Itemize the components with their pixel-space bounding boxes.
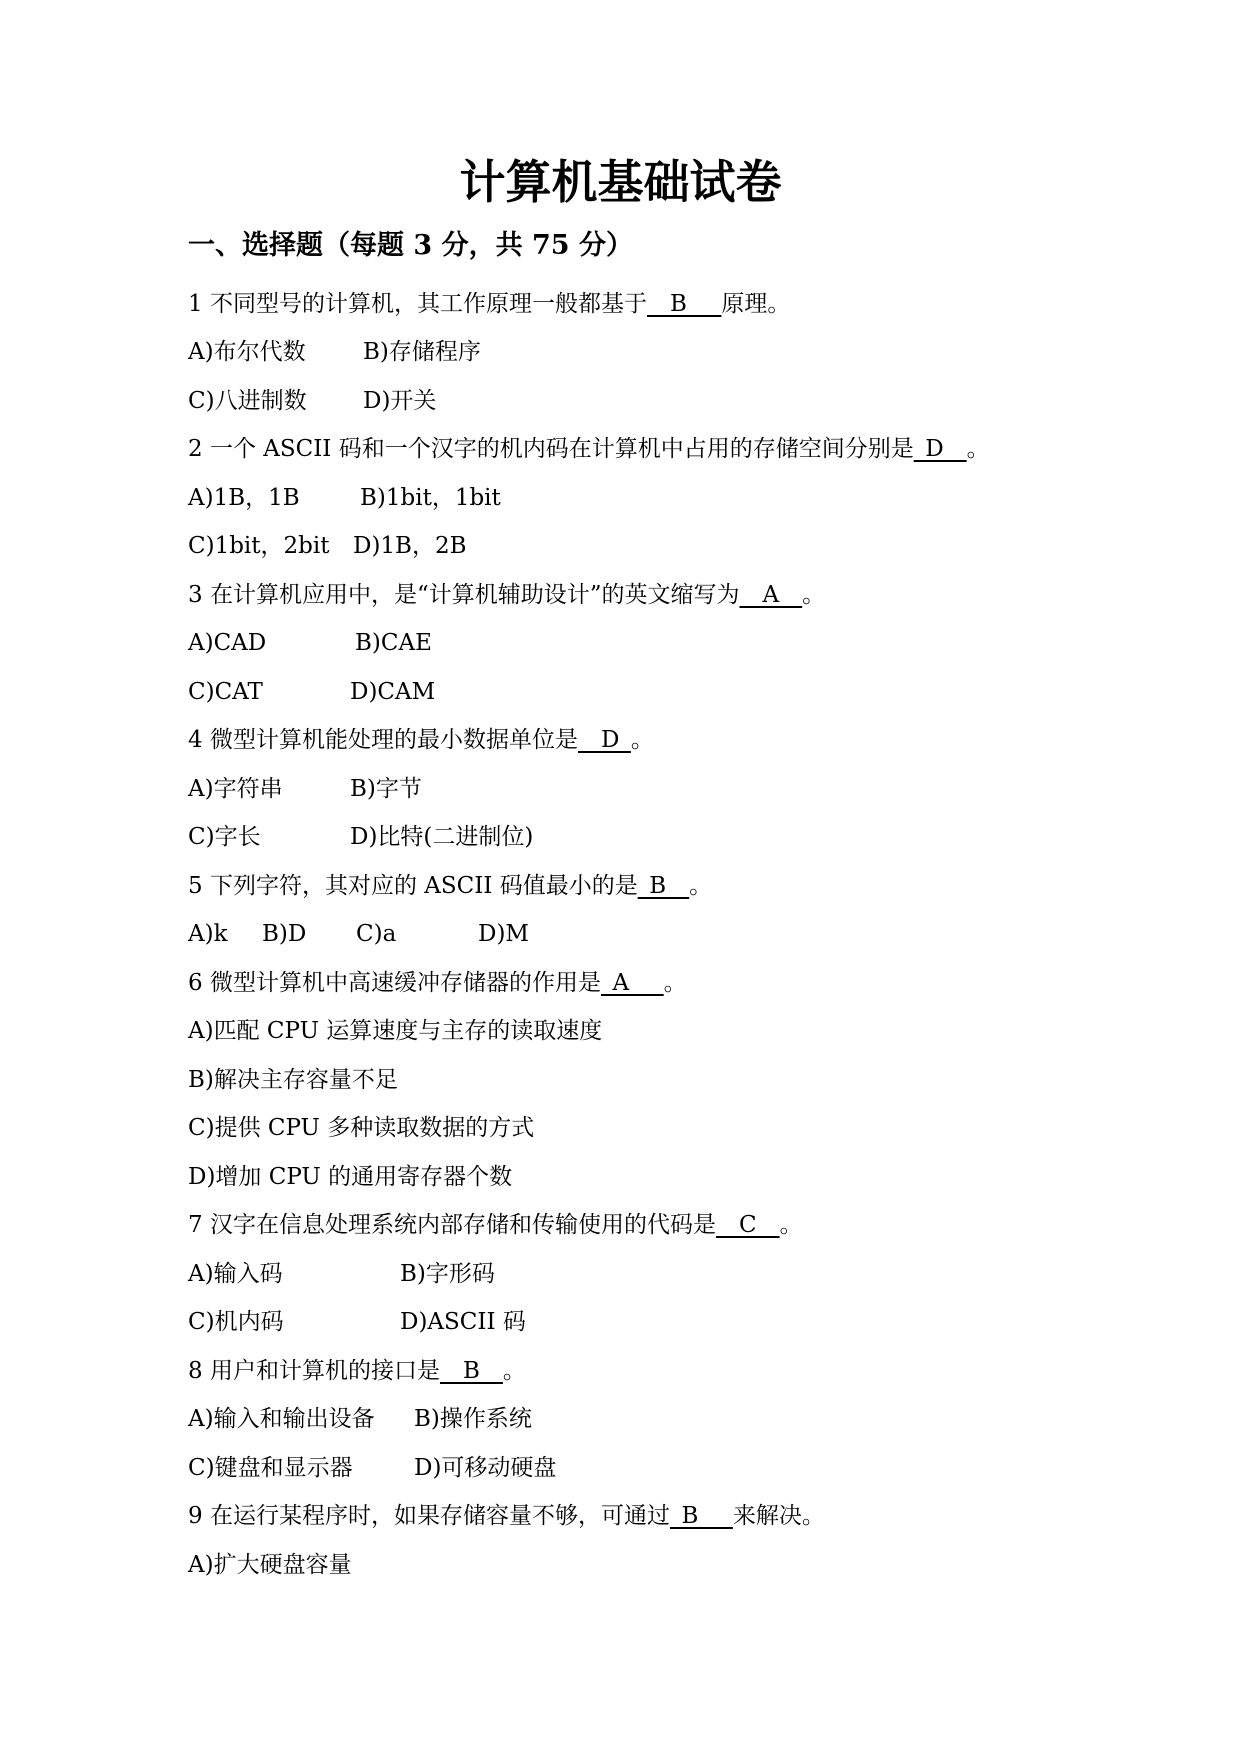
option: B)操作系统 bbox=[414, 1406, 532, 1432]
stem-end: 原理。 bbox=[721, 291, 791, 317]
option: C)键盘和显示器 bbox=[188, 1455, 353, 1481]
question-stem bbox=[188, 578, 825, 612]
stem-end: 。 bbox=[802, 582, 826, 608]
option-row bbox=[188, 820, 534, 854]
answer-blank: __A__ bbox=[739, 582, 803, 608]
option-row bbox=[188, 626, 432, 660]
option: D)M bbox=[478, 921, 529, 947]
question-stem bbox=[188, 432, 990, 466]
answer-blank: __D_ bbox=[577, 727, 631, 753]
option-row bbox=[188, 1063, 398, 1097]
option: D)可移动硬盘 bbox=[414, 1455, 557, 1481]
option: B)解决主存容量不足 bbox=[188, 1067, 398, 1093]
answer-blank: _B___ bbox=[669, 1503, 733, 1529]
answer-blank: _D__ bbox=[913, 436, 967, 462]
option: B)D bbox=[262, 921, 307, 947]
stem-end: 。 bbox=[663, 970, 687, 996]
section-heading: 一、选择题（每题 3 分，共 75 分） bbox=[188, 230, 633, 261]
stem-text: 7 汉字在信息处理系统内部存储和传输使用的代码是 bbox=[188, 1212, 716, 1238]
option-row bbox=[188, 1257, 495, 1291]
option-row bbox=[188, 384, 437, 418]
option: D)CAM bbox=[350, 679, 436, 705]
option-row bbox=[188, 1160, 512, 1194]
option: D)比特(二进制位) bbox=[350, 824, 534, 850]
answer-blank: __C__ bbox=[715, 1212, 780, 1238]
question-stem bbox=[188, 1354, 526, 1388]
answer-blank: _A___ bbox=[600, 970, 664, 996]
option-row bbox=[188, 1451, 557, 1485]
option-row bbox=[188, 917, 529, 951]
option: C)1bit，2bit bbox=[188, 533, 330, 559]
option: A)输入码 bbox=[188, 1261, 283, 1287]
question-stem bbox=[188, 966, 687, 1000]
option: A)输入和输出设备 bbox=[188, 1406, 375, 1432]
option: A)k bbox=[188, 921, 228, 947]
option: A)布尔代数 bbox=[188, 339, 306, 365]
option: A)CAD bbox=[188, 630, 267, 656]
option: B)CAE bbox=[355, 630, 432, 656]
option: C)CAT bbox=[188, 679, 263, 705]
option-row bbox=[188, 1014, 602, 1048]
stem-text: 2 一个 ASCII 码和一个汉字的机内码在计算机中占用的存储空间分别是 bbox=[188, 436, 914, 462]
stem-text: 5 下列字符，其对应的 ASCII 码值最小的是 bbox=[188, 873, 638, 899]
stem-text: 4 微型计算机能处理的最小数据单位是 bbox=[188, 727, 578, 753]
answer-blank: _B__ bbox=[637, 873, 690, 899]
question-stem bbox=[188, 723, 654, 757]
answer-blank: __B__ bbox=[439, 1358, 503, 1384]
option: B)字节 bbox=[350, 776, 422, 802]
option: C)字长 bbox=[188, 824, 261, 850]
question-stem bbox=[188, 869, 712, 903]
option-row bbox=[188, 529, 467, 563]
option: C)提供 CPU 多种读取数据的方式 bbox=[188, 1115, 535, 1141]
question-stem bbox=[188, 287, 790, 321]
option: B)字形码 bbox=[400, 1261, 495, 1287]
stem-text: 6 微型计算机中高速缓冲存储器的作用是 bbox=[188, 970, 601, 996]
option-row bbox=[188, 675, 436, 709]
stem-text: 3 在计算机应用中，是“计算机辅助设计”的英文缩写为 bbox=[188, 582, 740, 608]
option: D)ASCII 码 bbox=[400, 1309, 526, 1335]
stem-end: 。 bbox=[630, 727, 654, 753]
option: D)增加 CPU 的通用寄存器个数 bbox=[188, 1164, 513, 1190]
stem-text: 8 用户和计算机的接口是 bbox=[188, 1358, 440, 1384]
question-stem bbox=[188, 1499, 825, 1533]
option: C)机内码 bbox=[188, 1309, 284, 1335]
option: B)1bit，1bit bbox=[360, 485, 501, 511]
option-row bbox=[188, 772, 422, 806]
option: A)扩大硬盘容量 bbox=[188, 1552, 352, 1578]
stem-text: 9 在运行某程序时，如果存储容量不够，可通过 bbox=[188, 1503, 670, 1529]
option-row bbox=[188, 1305, 526, 1339]
stem-end: 。 bbox=[779, 1212, 803, 1238]
option: A)字符串 bbox=[188, 776, 283, 802]
option: D)1B，2B bbox=[353, 533, 467, 559]
option-row bbox=[188, 1548, 352, 1582]
option: D)开关 bbox=[363, 388, 437, 414]
option-row bbox=[188, 481, 501, 515]
option-row bbox=[188, 1111, 534, 1145]
option: B)存储程序 bbox=[363, 339, 481, 365]
stem-end: 来解决。 bbox=[732, 1503, 825, 1529]
option: A)匹配 CPU 运算速度与主存的读取速度 bbox=[188, 1018, 603, 1044]
stem-end: 。 bbox=[502, 1358, 526, 1384]
answer-blank: __B___ bbox=[646, 291, 722, 317]
option: C)a bbox=[356, 921, 397, 947]
stem-end: 。 bbox=[966, 436, 990, 462]
option-row bbox=[188, 1402, 532, 1436]
page-title: 计算机基础试卷 bbox=[459, 155, 782, 209]
option: A)1B，1B bbox=[188, 485, 300, 511]
stem-text: 1 不同型号的计算机，其工作原理一般都基于 bbox=[188, 291, 647, 317]
option: C)八进制数 bbox=[188, 388, 307, 414]
option-row bbox=[188, 335, 481, 369]
question-stem bbox=[188, 1208, 803, 1242]
stem-end: 。 bbox=[689, 873, 713, 899]
